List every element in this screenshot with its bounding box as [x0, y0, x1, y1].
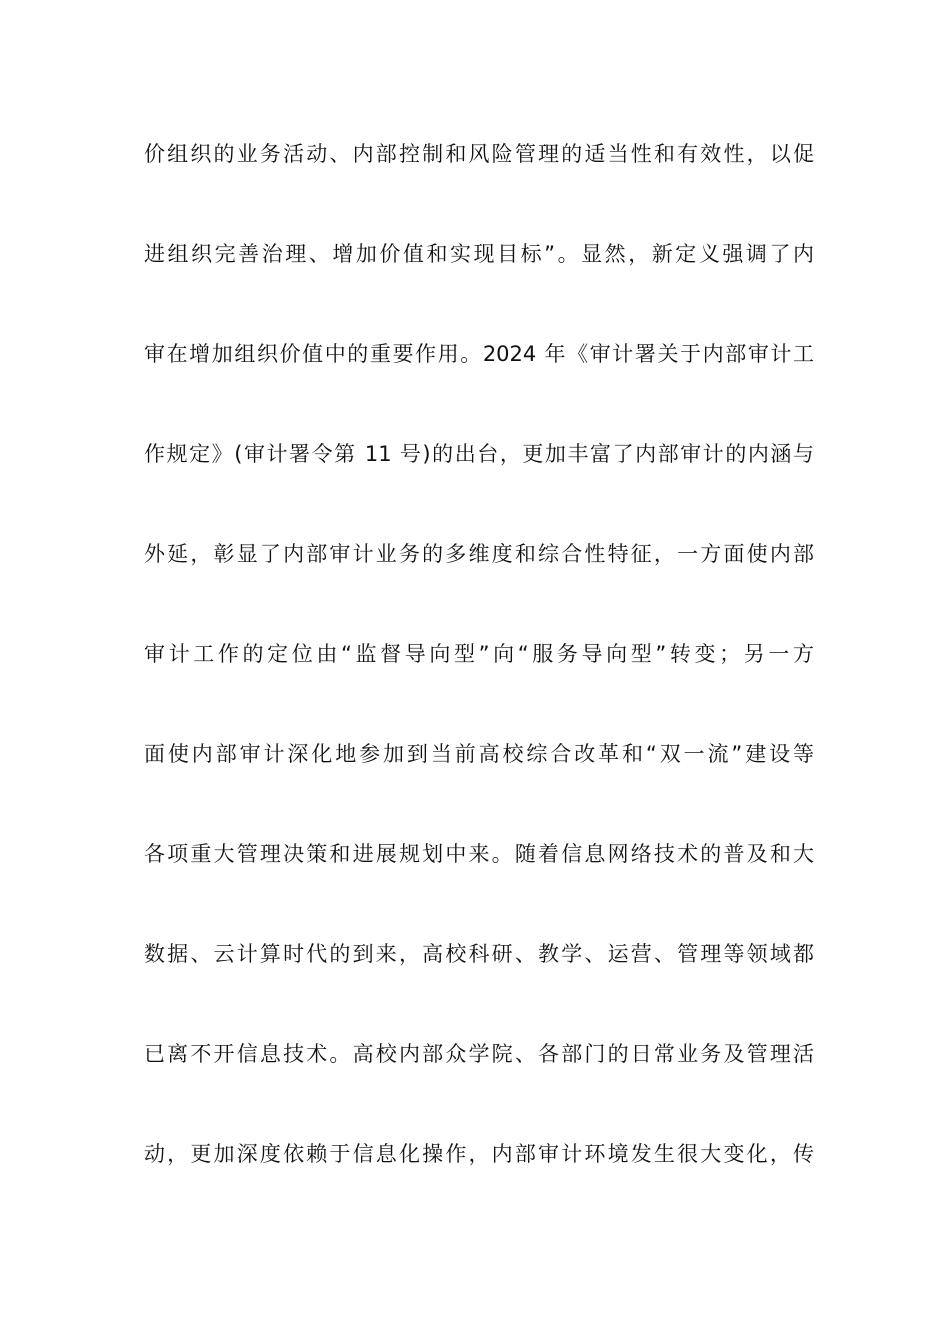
text-line: 动，更加深度依赖于信息化操作，内部审计环境发生很大变化，传	[144, 1142, 814, 1166]
text-line: 价组织的业务活动、内部控制和风险管理的适当性和有效性，以促	[144, 142, 814, 166]
text-line: 审在增加组织价值中的重要作用。2024 年《审计署关于内部审计工	[144, 342, 814, 366]
text-line: 面使内部审计深化地参加到当前高校综合改革和“双一流”建设等	[144, 742, 814, 766]
text-line: 进组织完善治理、增加价值和实现目标”。显然，新定义强调了内	[144, 242, 814, 266]
body-paragraph	[144, 126, 814, 1226]
text-line: 数据、云计算时代的到来，高校科研、教学、运营、管理等领域都	[144, 942, 814, 966]
text-line: 外延，彰显了内部审计业务的多维度和综合性特征，一方面使内部	[144, 542, 814, 566]
text-line: 审计工作的定位由“监督导向型”向“服务导向型”转变；另一方	[144, 642, 814, 666]
text-line: 作规定》(审计署令第 11 号)的出台，更加丰富了内部审计的内涵与	[144, 442, 814, 466]
text-line: 已离不开信息技术。高校内部众学院、各部门的日常业务及管理活	[144, 1042, 814, 1066]
text-line: 各项重大管理决策和进展规划中来。随着信息网络技术的普及和大	[144, 842, 814, 866]
